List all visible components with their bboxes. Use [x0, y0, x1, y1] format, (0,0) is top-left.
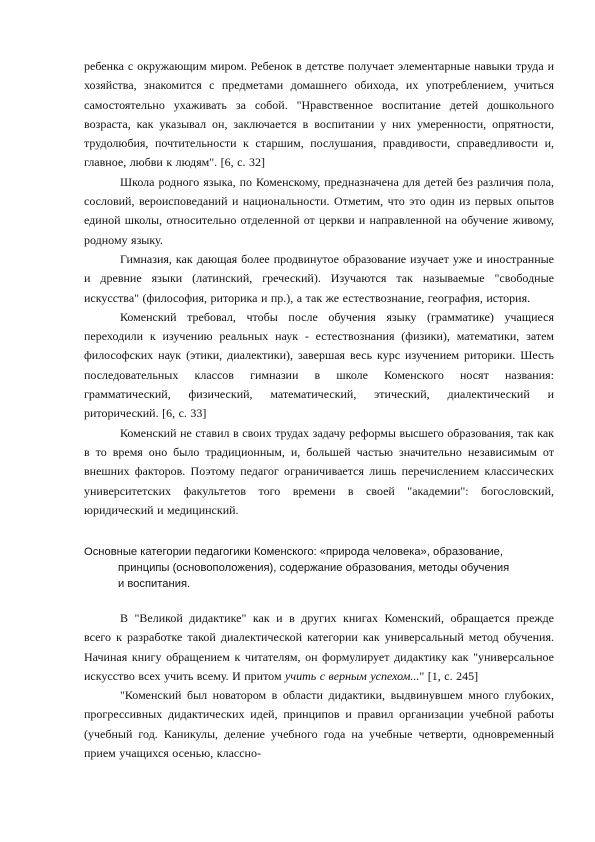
heading-line-3: и воспитания. [118, 578, 191, 590]
heading-line-2: принципы (основоположения), содержание образования, методы обучения [118, 562, 510, 574]
section-heading [84, 544, 562, 592]
text-block-top [84, 57, 554, 520]
heading-line-1: Основные категории педагогики Коменского: «природа человека», образование, [84, 546, 503, 558]
paragraph-5: Коменский не ставил в своих трудах задачу реформы высшего образования, так как в то время оно было традиционным, и, большей частью значительно независимым от внешних факторов. Поэтому педагог ограничивается лишь перечислением классических университетских факультетов того времени в своей "академии": богословский, юридический и медицинский. [84, 425, 554, 517]
paragraph-didactic [84, 609, 554, 686]
text-block-bottom [84, 609, 554, 763]
paragraph-didactic-text: В "Великой дидактике" как и в других книгах Коменский, обращается прежде всего к разработке такой диалектической категории как универсальный метод обучения. Начиная книгу обращением к читателям, он формулирует дидактику как "универсальное искусство всех учить всему. И притом [84, 611, 554, 683]
paragraph-1: ребенка с окружающим миром. Ребенок в детстве получает элементарные навыки труда и хозяйства, знакомится с предметами домашнего обихода, их употреблением, учиться самостоятельно ухаживать за собой. "Нравственное воспитание детей дошкольного возраста, как указывал он, заключается в воспитании у них умеренности, опрятности, трудолюбия, почтительности к старшим, послушания, правдивости, справедливости и, главное, любви к людям". [6, с. 32] [84, 59, 554, 170]
paragraph-4: Коменский требовал, чтобы после обучения языку (грамматике) учащиеся переходили к изучению реальных наук - естествознания (физики), математики, затем философских наук (этики, диалектики), завершая весь курс изучением риторики. Шесть последовательных классов гимназии в школе Коменского носят названия: грамматический, физический, математический, этический, диалектический и риторический. [6, с. 33] [84, 309, 554, 421]
paragraph-2: Школа родного языка, по Коменскому, предназначена для детей без различия пола, сословий, вероисповеданий и национальности. Отметим, что это один из первых опытов единой школы, относительно отделенной от церкви и направленной на обучение живому, родному языку. [84, 174, 554, 247]
paragraph-didactic-italic: учить с верным успехом... [285, 668, 420, 683]
paragraph-3: Гимназия, как дающая более продвинутое образование изучает уже и иностранные и древние языки (латинский, греческий). Изучаются так называемые "свободные искусства" (философия, риторика и пр.), а так же естествознание, география, история. [84, 251, 554, 305]
paragraph-didactic-tail: " [1, с. 245] [419, 668, 479, 683]
paragraph-last: "Коменский был новатором в области дидактики, выдвинувшем много глубоких, прогрессивных дидактических идей, принципов и правил организации учебной работы (учебный год. Каникулы, деление учебного года на учебные четверти, одновременный прием учащихся осенью, классно- [84, 688, 554, 761]
